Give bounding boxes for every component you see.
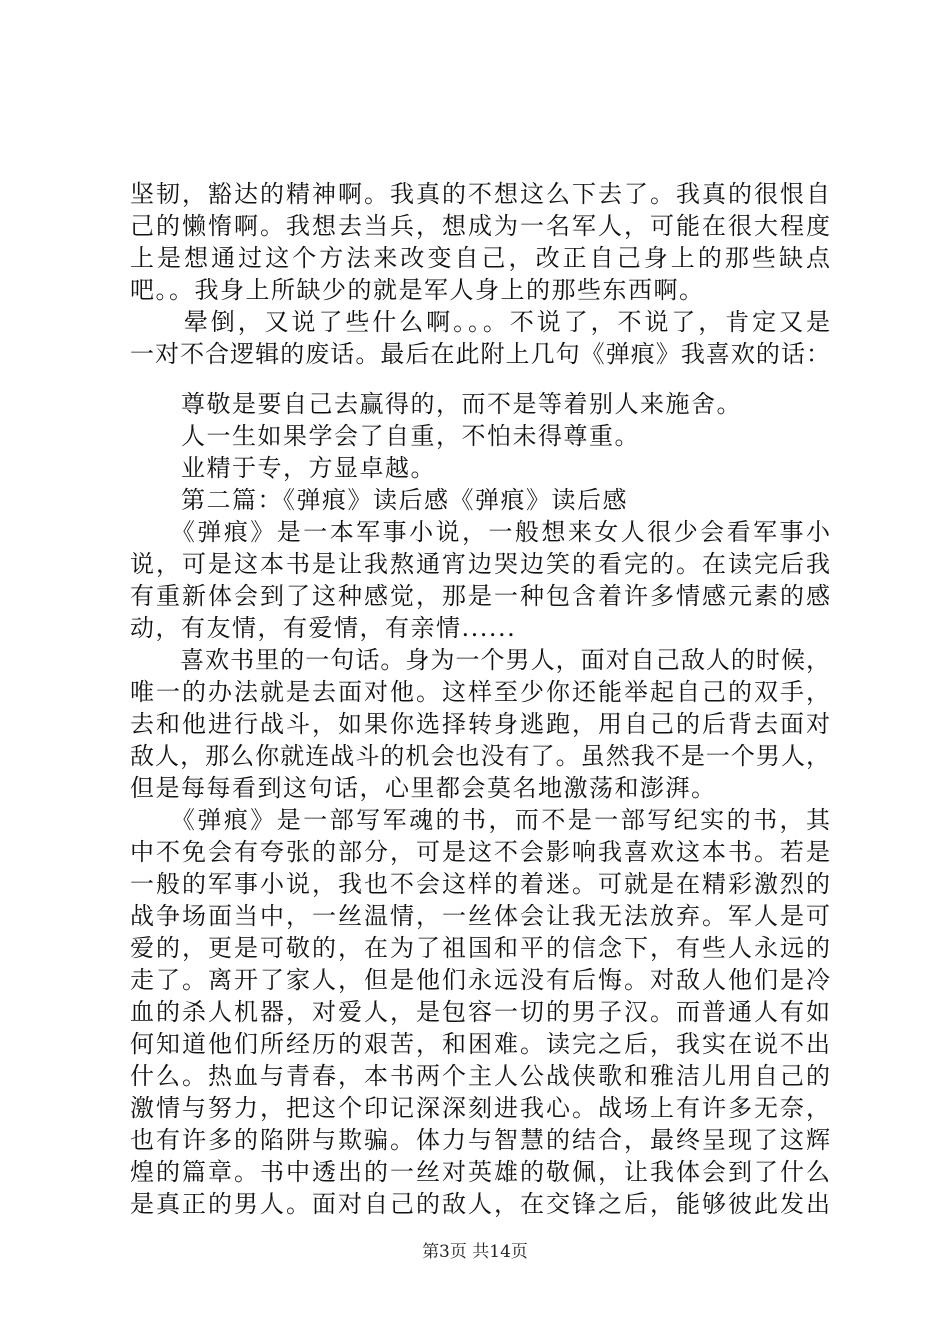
- text-line: 敌人，那么你就连战斗的机会也没有了。虽然我不是一个男人，: [130, 742, 830, 770]
- text-line: 说，可是这本书是让我熬通宵边哭边笑的看完的。在读完后我: [130, 550, 830, 578]
- text-line: 血的杀人机器，对爱人，是包容一切的男子汉。而普通人有如: [130, 998, 830, 1026]
- quote-line: 人一生如果学会了自重，不怕未得尊重。: [130, 422, 640, 450]
- text-line: 动，有友情，有爱情，有亲情......: [130, 614, 517, 642]
- text-line: 《弹痕》是一本军事小说，一般想来女人很少会看军事小: [130, 518, 830, 546]
- text-line: 什么。热血与青春，本书两个主人公战侠歌和雅洁儿用自己的: [130, 1062, 830, 1090]
- text-line: 上是想通过这个方法来改变自己，改正自己身上的那些缺点: [130, 244, 830, 272]
- text-line: 也有许多的陷阱与欺骗。体力与智慧的结合，最终呈现了这辉: [130, 1126, 830, 1154]
- text-line: 煌的篇章。书中透出的一丝对英雄的敬佩，让我体会到了什么: [130, 1158, 830, 1186]
- quote-line: 尊敬是要自己去赢得的，而不是等着别人来施舍。: [130, 390, 742, 418]
- quote-line: 业精于专，方显卓越。: [130, 454, 436, 482]
- text-line: 是真正的男人。面对自己的敌人，在交锋之后，能够彼此发出: [130, 1190, 830, 1218]
- text-line: 去和他进行战斗，如果你选择转身逃跑，用自己的后背去面对: [130, 710, 830, 738]
- text-line: 晕倒，又说了些什么啊。。。不说了，不说了，肯定又是: [130, 308, 830, 336]
- text-line: 喜欢书里的一句话。身为一个男人，面对自己敌人的时候，: [130, 646, 830, 674]
- text-line: 激情与努力，把这个印记深深刻进我心。战场上有许多无奈，: [130, 1094, 830, 1122]
- text-line: 一般的军事小说，我也不会这样的着迷。可就是在精彩激烈的: [130, 870, 830, 898]
- section-heading: 第二篇：《弹痕》读后感《弹痕》读后感: [130, 486, 628, 514]
- text-line: 中不免会有夸张的部分，可是这不会影响我喜欢这本书。若是: [130, 838, 830, 866]
- text-line: 坚韧，豁达的精神啊。我真的不想这么下去了。我真的很恨自: [130, 180, 830, 208]
- text-line: 但是每每看到这句话，心里都会莫名地激荡和澎湃。: [130, 774, 717, 802]
- text-line: 走了。离开了家人，但是他们永远没有后悔。对敌人他们是冷: [130, 966, 830, 994]
- text-line: 《弹痕》是一部写军魂的书，而不是一部写纪实的书，其: [130, 806, 830, 834]
- text-line: 吧。。我身上所缺少的就是军人身上的那些东西啊。: [130, 276, 705, 304]
- text-line: 唯一的办法就是去面对他。这样至少你还能举起自己的双手，: [130, 678, 830, 706]
- text-line: 有重新体会到了这种感觉，那是一种包含着许多情感元素的感: [130, 582, 830, 610]
- page-footer: 第3页 共14页: [422, 1242, 528, 1262]
- text-line: 战争场面当中，一丝温情，一丝体会让我无法放弃。军人是可: [130, 902, 830, 930]
- text-line: 爱的，更是可敬的，在为了祖国和平的信念下，有些人永远的: [130, 934, 830, 962]
- text-line: 己的懒惰啊。我想去当兵，想成为一名军人，可能在很大程度: [130, 212, 830, 240]
- text-line: 何知道他们所经历的艰苦，和困难。读完之后，我实在说不出: [130, 1030, 830, 1058]
- text-line: 一对不合逻辑的废话。最后在此附上几句《弹痕》我喜欢的话：: [130, 340, 830, 368]
